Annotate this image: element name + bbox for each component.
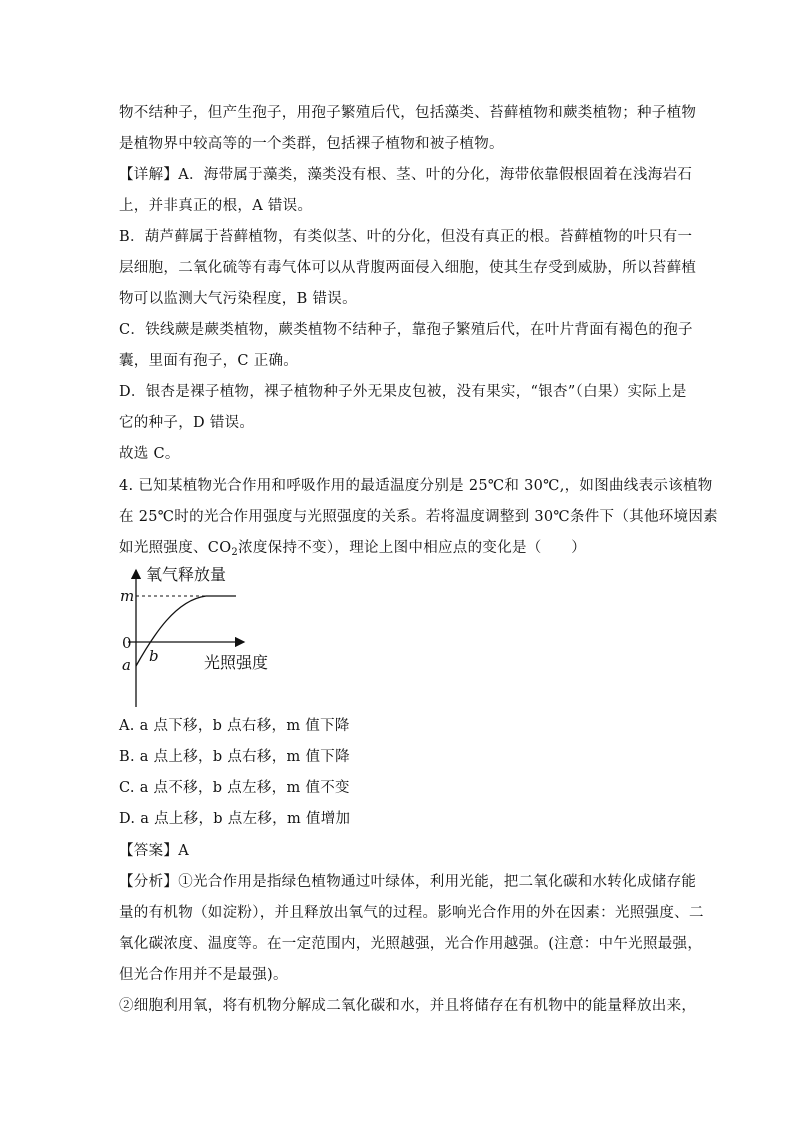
analysis-line: 量的有机物（如淀粉），并且释放出氧气的过程。影响光合作用的外在因素：光照强度、二 bbox=[119, 905, 704, 921]
text-line: 囊，里面有孢子，C 正确。 bbox=[119, 353, 299, 369]
question-text: 浓度保持不变），理论上图中相应点的变化是（ ） bbox=[238, 540, 587, 556]
label-m: m bbox=[120, 587, 135, 605]
question-line bbox=[119, 538, 586, 558]
option-d: D. a 点上移，b 点左移，m 值增加 bbox=[119, 811, 351, 827]
text-line: C．铁线蕨是蕨类植物，蕨类植物不结种子，靠孢子繁殖后代，在叶片背面有褐色的孢子 bbox=[119, 322, 693, 338]
label-b: b bbox=[149, 647, 159, 665]
answer: 【答案】A bbox=[119, 843, 189, 859]
option-c: C. a 点不移，b 点左移，m 值不变 bbox=[119, 780, 350, 796]
text-line: 是植物界中较高等的一个类群，包括裸子植物和被子植物。 bbox=[119, 136, 504, 152]
option-a: A. a 点下移，b 点右移，m 值下降 bbox=[119, 718, 350, 734]
text-line: 上，并非真正的根，A 错误。 bbox=[119, 198, 313, 214]
text-line: 【详解】A．海带属于藻类，藻类没有根、茎、叶的分化，海带依靠假根固着在浅海岩石 bbox=[119, 167, 693, 183]
light-intensity-diagram bbox=[116, 562, 286, 710]
subscript: 2 bbox=[231, 547, 239, 558]
text-line: 物不结种子，但产生孢子，用孢子繁殖后代，包括藻类、苔藓植物和蕨类植物；种子植物 bbox=[119, 105, 697, 121]
text-line: 它的种子，D 错误。 bbox=[119, 415, 255, 431]
question-line: 在 25℃时的光合作用强度与光照强度的关系。若将温度调整到 30℃条件下（其他环境因素 bbox=[119, 509, 718, 525]
x-axis-label: 光照强度 bbox=[204, 653, 269, 672]
question-text: 如光照强度、CO bbox=[119, 540, 232, 556]
label-a: a bbox=[122, 656, 131, 674]
option-b: B. a 点上移，b 点右移，m 值下降 bbox=[119, 749, 350, 765]
text-line: 层细胞，二氧化硫等有毒气体可以从背腹两面侵入细胞，使其生存受到威胁，所以苔藓植 bbox=[119, 260, 697, 276]
text-line: 故选 C。 bbox=[119, 446, 180, 462]
analysis-line: 氧化碳浓度、温度等。在一定范围内，光照越强，光合作用越强。(注意：中午光照最强， bbox=[119, 936, 703, 952]
analysis-line: 但光合作用并不是最强)。 bbox=[119, 967, 288, 983]
text-line: B．葫芦藓属于苔藓植物，有类似茎、叶的分化，但没有真正的根。苔藓植物的叶只有一 bbox=[119, 229, 693, 245]
y-axis-label: 氧气释放量 bbox=[146, 565, 227, 584]
analysis-line: 【分析】①光合作用是指绿色植物通过叶绿体，利用光能，把二氧化碳和水转化成储存能 bbox=[119, 874, 697, 890]
text-line: 物可以监测大气污染程度，B 错误。 bbox=[119, 291, 357, 307]
question-line: 4. 已知某植物光合作用和呼吸作用的最适温度分别是 25℃和 30℃,，如图曲线表示该植物 bbox=[119, 478, 713, 494]
text-line: D．银杏是裸子植物，裸子植物种子外无果皮包被，没有果实，“银杏”（白果）实际上是 bbox=[119, 384, 687, 400]
label-zero: 0 bbox=[122, 634, 132, 652]
analysis-line: ②细胞利用氧，将有机物分解成二氧化碳和水，并且将储存在有机物中的能量释放出来， bbox=[119, 998, 697, 1014]
